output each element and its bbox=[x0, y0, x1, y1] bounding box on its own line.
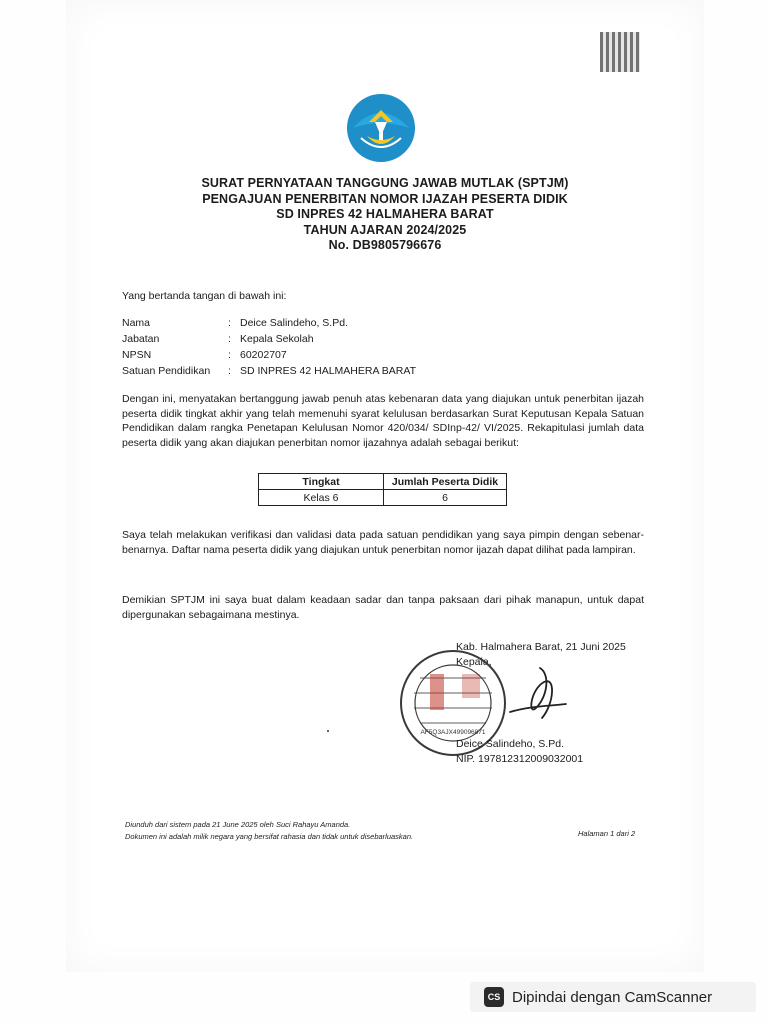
closing-paragraph: Demikian SPTJM ini saya buat dalam keadaan sadar dan tanpa paksaan dari pihak manapun, untuk dapat dipergunakan sebagaimana mestinya. bbox=[122, 594, 644, 621]
tut-wuri-handayani-logo bbox=[345, 92, 417, 164]
table-header-count: Jumlah Peserta Didik bbox=[384, 474, 507, 490]
identity-label: Satuan Pendidikan bbox=[122, 365, 211, 377]
identity-colon: : bbox=[228, 317, 231, 329]
identity-label: NPSN bbox=[122, 349, 152, 361]
identity-colon: : bbox=[228, 365, 231, 377]
title-line-4: TAHUN AJARAN 2024/2025 bbox=[303, 222, 467, 237]
table-header-level: Tingkat bbox=[259, 474, 384, 490]
identity-colon: : bbox=[228, 333, 231, 345]
handwritten-signature bbox=[470, 660, 570, 730]
camscanner-text: Dipindai dengan CamScanner bbox=[512, 988, 713, 1006]
identity-row-name bbox=[122, 315, 416, 331]
identity-row-school bbox=[122, 363, 416, 379]
place-date: Kab. Halmahera Barat, 21 Juni 2025 bbox=[456, 641, 626, 653]
signer-position: Kepala, bbox=[456, 656, 492, 668]
signer-nip: NIP. 197812312009032001 bbox=[456, 753, 584, 765]
identity-row-npsn bbox=[122, 347, 416, 363]
summary-table bbox=[258, 473, 507, 506]
table-header-row bbox=[259, 474, 507, 490]
document-title bbox=[140, 176, 630, 254]
identity-value: 60202707 bbox=[240, 349, 287, 361]
identity-label: Nama bbox=[122, 317, 151, 329]
verification-paragraph: Saya telah melakukan verifikasi dan validasi data pada satuan pendidikan yang saya pimpin dengan sebenar-benarnya. Daftar nama peserta didik yang diajukan untuk penerbitan nomor ijazah dapat dilihat pada lampiran. bbox=[122, 529, 644, 556]
table-cell-count: 6 bbox=[384, 490, 507, 506]
confidentiality-note: Dokumen ini adalah milik negara yang bersifat rahasia dan tidak untuk disebarluaskan. bbox=[125, 832, 414, 841]
qr-code bbox=[600, 32, 640, 72]
intro-text: Yang bertanda tangan di bawah ini: bbox=[122, 290, 287, 302]
stamp-serial: AF5Q3AJX499096871 bbox=[420, 729, 486, 736]
identity-value: Kepala Sekolah bbox=[240, 333, 314, 345]
title-line-2: PENGAJUAN PENERBITAN NOMOR IJAZAH PESERTA DIDIK bbox=[202, 191, 568, 206]
page-number: Halaman 1 dari 2 bbox=[578, 829, 636, 838]
title-line-1: SURAT PERNYATAAN TANGGUNG JAWAB MUTLAK (SPTJM) bbox=[201, 176, 569, 190]
table-row bbox=[259, 490, 507, 506]
table-cell-level: Kelas 6 bbox=[259, 490, 384, 506]
identity-label: Jabatan bbox=[122, 333, 160, 345]
statement-paragraph: Dengan ini, menyatakan bertanggung jawab penuh atas kebenaran data yang diajukan untuk penerbitan ijazah peserta didik tingkat akhir yang telah memenuhi syarat kelulusan berdasarkan Surat Keputusan Kepala Satuan Pendidikan dalam rangka Penetapan Kelulusan Nomor 420/034/ SDInp-42/ VI/2025. Rekapitulasi jumlah data peserta didik yang akan diajukan penerbitan nomor ijazahnya adalah sebagai berikut: bbox=[122, 393, 644, 449]
ink-dot bbox=[327, 730, 329, 732]
camscanner-icon: CS bbox=[484, 987, 504, 1007]
identity-colon: : bbox=[228, 349, 231, 361]
identity-value: SD INPRES 42 HALMAHERA BARAT bbox=[240, 365, 417, 377]
document-number: No. DB9805796676 bbox=[328, 238, 442, 252]
identity-block bbox=[122, 315, 416, 379]
identity-value: Deice Salindeho, S.Pd. bbox=[240, 317, 348, 329]
identity-row-position bbox=[122, 331, 416, 347]
signer-name: Deice Salindeho, S.Pd. bbox=[456, 738, 564, 750]
title-line-3: SD INPRES 42 HALMAHERA BARAT bbox=[276, 207, 494, 221]
camscanner-watermark bbox=[470, 982, 756, 1012]
download-note: Diunduh dari sistem pada 21 June 2025 oleh Suci Rahayu Amanda. bbox=[125, 820, 351, 829]
